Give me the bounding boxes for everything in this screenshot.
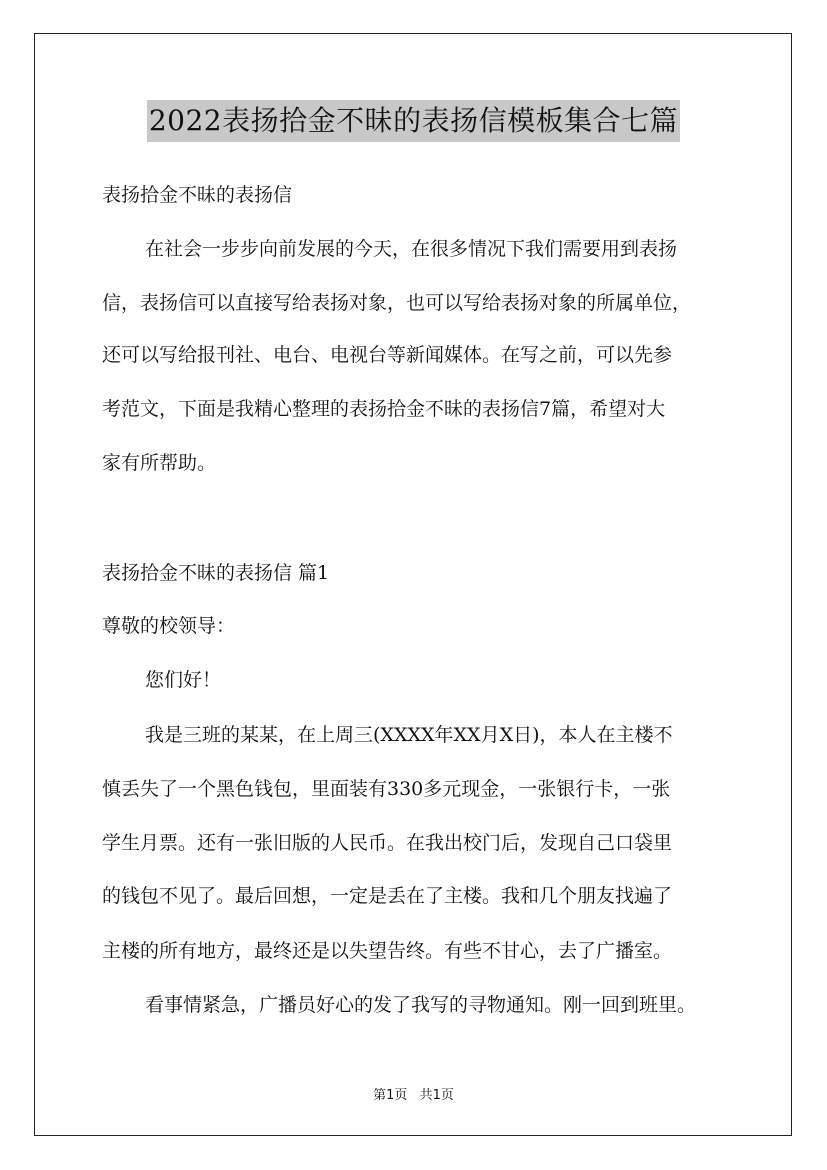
paragraph-line: 主楼的所有地方，最终还是以失望告终。有些不甘心，去了广播室。 [102,940,673,962]
paragraph-line: 的钱包不见了。最后回想，一定是丢在了主楼。我和几个朋友找遍了 [102,885,673,907]
paragraph-line: 考范文，下面是我精心整理的表扬拾金不昧的表扬信7篇，希望对大 [102,398,666,420]
paragraph-line: 学生月票。还有一张旧版的人民币。在我出校门后，发现自己口袋里 [102,832,673,854]
paragraph-line: 信，表扬信可以直接写给表扬对象，也可以写给表扬对象的所属单位， [102,292,692,314]
paragraph-line: 在社会一步步向前发展的今天，在很多情况下我们需要用到表扬 [145,238,678,260]
greeting-line: 您们好！ [145,669,222,691]
section-heading: 表扬拾金不昧的表扬信 篇1 [102,562,330,584]
salutation-line: 尊敬的校领导： [102,615,236,637]
paragraph-line: 还可以写给报刊社、电台、电视台等新闻媒体。在写之前，可以先参 [102,344,673,366]
paragraph-line: 看事情紧急，广播员好心的发了我写的寻物通知。刚一回到班里。 [145,994,697,1016]
page-footer [0,1084,827,1103]
paragraph-line: 家有所帮助。 [102,452,217,474]
document-title: 2022表扬拾金不昧的表扬信模板集合七篇 [147,100,680,142]
title-container [0,100,827,142]
page-total: 共1页 [419,1088,454,1103]
subtitle-line: 表扬拾金不昧的表扬信 [102,184,293,206]
page-number: 第1页 [373,1088,408,1103]
paragraph-line: 慎丢失了一个黑色钱包，里面装有330多元现金，一张银行卡，一张 [102,778,671,800]
paragraph-line: 我是三班的某某，在上周三(XXXX年XX月X日)，本人在主楼不 [145,724,673,746]
